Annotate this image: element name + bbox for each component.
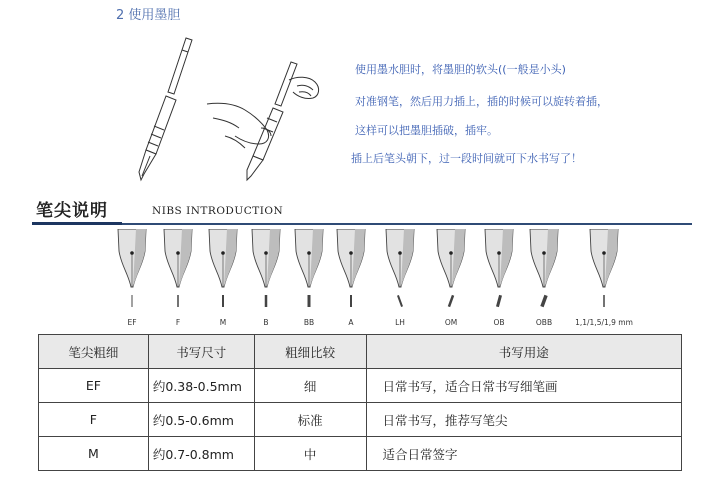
nib-type-label: EF xyxy=(127,318,137,327)
nib-f-icon xyxy=(164,229,192,307)
instruction-line: 对准钢笔，然后用力插上，插的时候可以旋转着插， xyxy=(355,95,608,108)
cell-nib: F xyxy=(39,403,149,437)
cell-size: 约0.5-0.6mm xyxy=(148,403,254,437)
nib-type-label: B xyxy=(263,318,269,327)
instruction-line: 这样可以把墨胆插破，插牢。 xyxy=(355,124,498,137)
nib-ob-icon xyxy=(485,229,513,307)
header-compare: 粗细比较 xyxy=(254,335,366,369)
cell-usage: 日常书写，适合日常书写细笔画 xyxy=(366,369,682,403)
pen-cartridge-illustration xyxy=(108,34,218,184)
nib-type-label: OM xyxy=(444,318,458,327)
instruction-line: 插上后笔头朝下，过一段时间就可下水书写了！ xyxy=(351,152,582,165)
nib-1-1-1-5-1-9-mm-icon xyxy=(590,229,618,307)
instruction-line: 使用墨水胆时，将墨胆的软头((一般是小头) xyxy=(355,63,566,76)
nibs-heading: 笔尖说明 xyxy=(36,201,108,221)
cell-usage: 适合日常签字 xyxy=(366,437,682,471)
cell-size: 约0.7-0.8mm xyxy=(148,437,254,471)
hands-inserting-illustration xyxy=(205,58,345,183)
nib-type-label: 1,1/1,5/1,9 mm xyxy=(575,318,633,327)
nib-type-label: LH xyxy=(395,318,405,327)
nibs-subheading: NIBS INTRODUCTION xyxy=(152,205,284,217)
nib-om-icon xyxy=(437,229,465,307)
table-row xyxy=(39,403,682,437)
nib-a-icon xyxy=(337,229,365,307)
header-usage: 书写用途 xyxy=(366,335,682,369)
header-nib: 笔尖粗细 xyxy=(39,335,149,369)
nib-illustrations xyxy=(112,229,632,329)
nib-obb-icon xyxy=(530,229,558,307)
nib-bb-icon xyxy=(295,229,323,307)
nib-type-label: M xyxy=(219,318,227,327)
nib-type-label: BB xyxy=(303,318,315,327)
cell-nib: EF xyxy=(39,369,149,403)
heading-rule xyxy=(32,223,692,225)
cell-size: 约0.38-0.5mm xyxy=(148,369,254,403)
nib-type-label: A xyxy=(348,318,354,327)
cell-compare: 标准 xyxy=(254,403,366,437)
step-title: 2 使用墨胆 xyxy=(116,8,181,23)
heading-rule-accent xyxy=(32,222,122,225)
cell-compare: 细 xyxy=(254,369,366,403)
nib-ef-icon xyxy=(118,229,146,307)
table-row xyxy=(39,437,682,471)
cell-nib: M xyxy=(39,437,149,471)
nib-type-label: OBB xyxy=(535,318,553,327)
nib-spec-table xyxy=(38,334,682,471)
nib-type-label: F xyxy=(175,318,181,327)
nib-m-icon xyxy=(209,229,237,307)
header-size: 书写尺寸 xyxy=(148,335,254,369)
nib-b-icon xyxy=(252,229,280,307)
nib-lh-icon xyxy=(386,229,414,307)
nib-type-label: OB xyxy=(493,318,505,327)
cell-compare: 中 xyxy=(254,437,366,471)
cell-usage: 日常书写，推荐写笔尖 xyxy=(366,403,682,437)
table-row xyxy=(39,369,682,403)
